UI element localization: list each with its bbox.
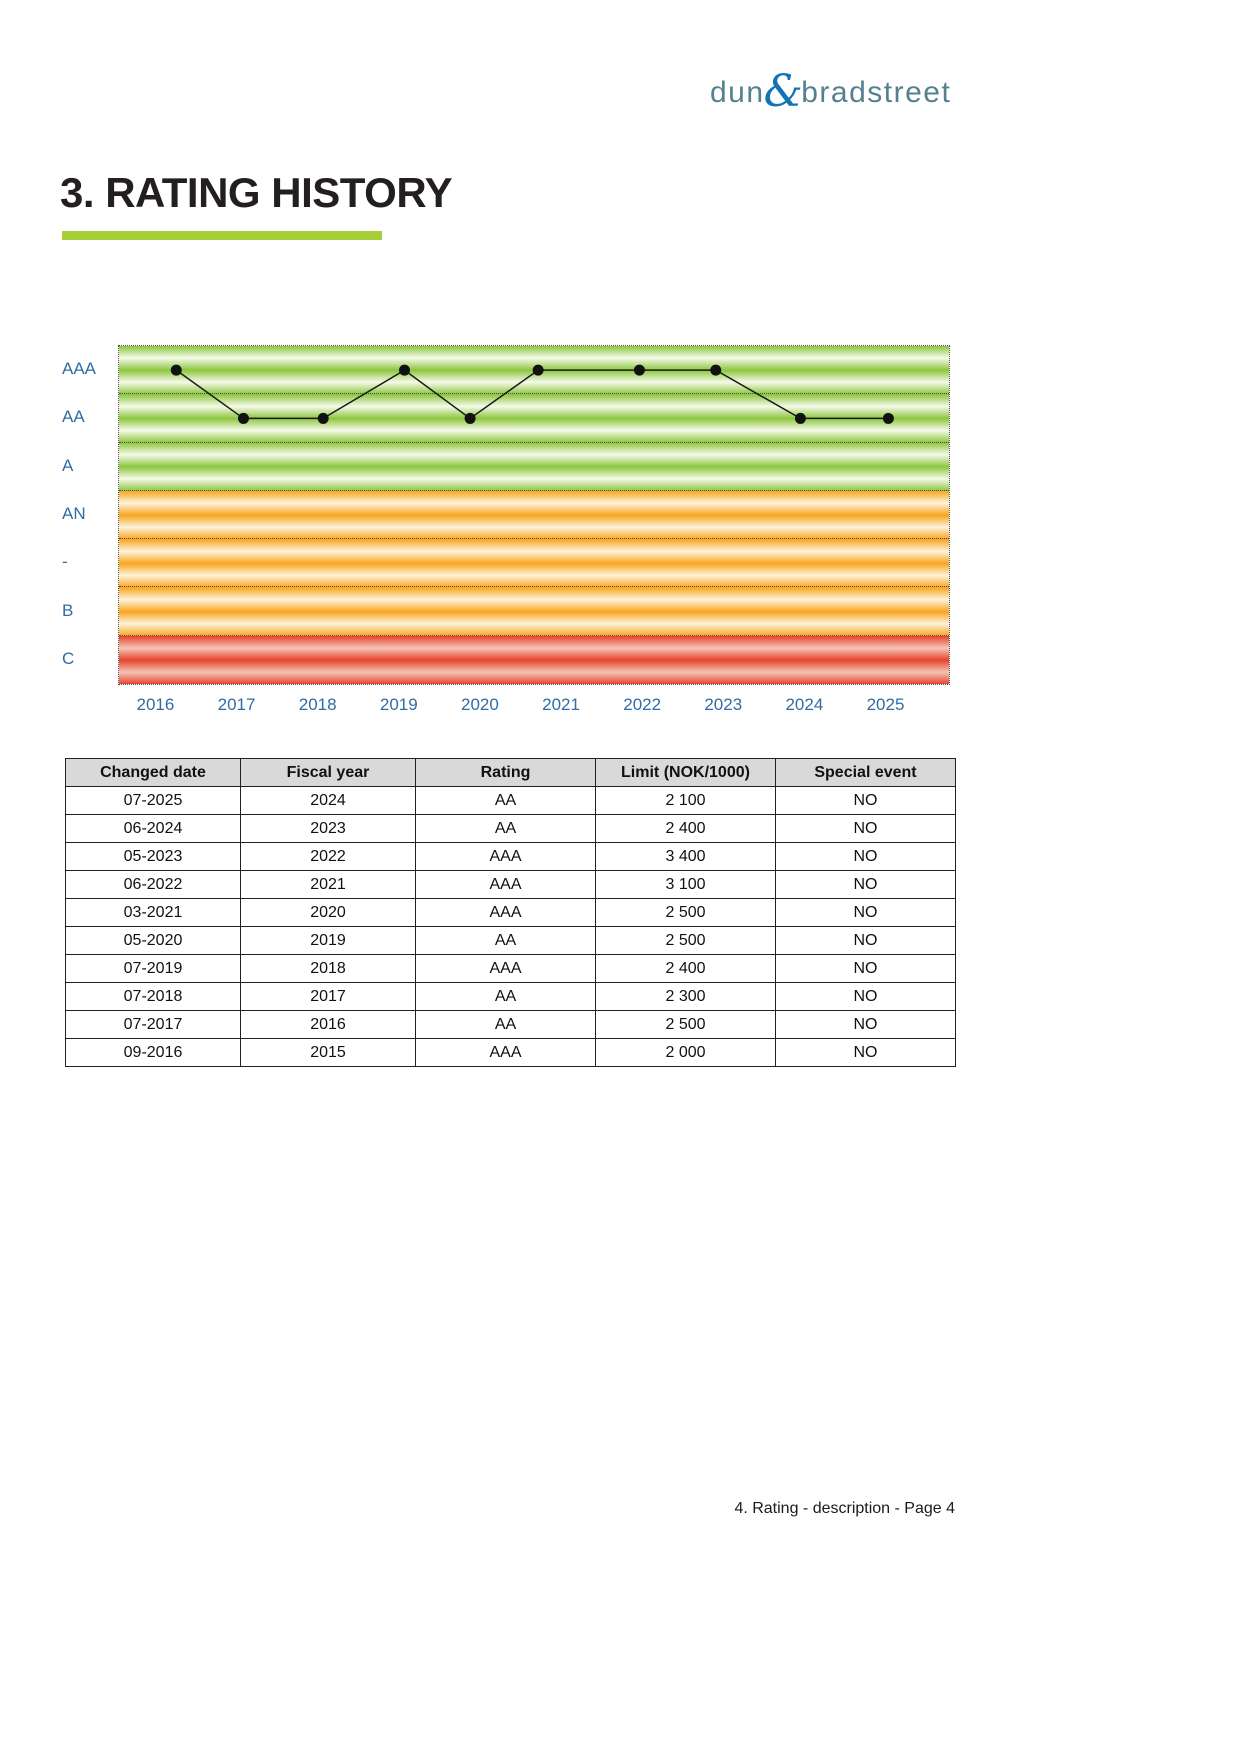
logo-dun-text: dun: [710, 76, 765, 109]
rating-point: [318, 413, 329, 424]
table-cell: NO: [776, 1039, 956, 1067]
table-cell: 05-2023: [66, 843, 241, 871]
table-cell: 05-2020: [66, 927, 241, 955]
header-limit: Limit (NOK/1000): [596, 759, 776, 787]
table-row: [66, 843, 956, 871]
table-cell: 2022: [241, 843, 416, 871]
x-axis-label: 2022: [623, 695, 662, 714]
table-cell: 2 400: [596, 815, 776, 843]
table-cell: AA: [416, 927, 596, 955]
chart-y-axis: [62, 345, 114, 685]
header-fiscal-year: Fiscal year: [241, 759, 416, 787]
table-cell: 2 400: [596, 955, 776, 983]
table-cell: 09-2016: [66, 1039, 241, 1067]
rating-chart-plot: [118, 345, 950, 685]
table-row: [66, 1011, 956, 1039]
table-cell: 2023: [241, 815, 416, 843]
x-axis-label: 2017: [217, 695, 256, 714]
x-axis-label: 2018: [298, 695, 337, 714]
y-axis-label: AA: [62, 407, 85, 427]
table-row: [66, 815, 956, 843]
table-cell: NO: [776, 815, 956, 843]
table-cell: 2 500: [596, 927, 776, 955]
x-axis-label: 2019: [379, 695, 418, 714]
table-row: [66, 899, 956, 927]
table-row: [66, 927, 956, 955]
table-row: [66, 955, 956, 983]
table-cell: NO: [776, 871, 956, 899]
table-cell: 07-2018: [66, 983, 241, 1011]
table-cell: 2 500: [596, 1011, 776, 1039]
x-axis-label: 2020: [460, 695, 499, 714]
rating-line-chart: [119, 346, 949, 684]
table-cell: AAA: [416, 843, 596, 871]
rating-point: [634, 365, 645, 376]
y-axis-label: A: [62, 455, 74, 475]
table-cell: 2021: [241, 871, 416, 899]
y-axis-label: AN: [62, 504, 86, 523]
y-axis-label: AAA: [62, 359, 97, 379]
table-cell: 07-2025: [66, 787, 241, 815]
rating-point: [399, 365, 410, 376]
table-cell: 07-2017: [66, 1011, 241, 1039]
rating-point: [533, 365, 544, 376]
table-cell: 2015: [241, 1039, 416, 1067]
y-axis-label: -: [62, 552, 68, 572]
y-axis-label: B: [62, 600, 74, 620]
x-axis-label: 2024: [785, 695, 824, 714]
table-cell: 2017: [241, 983, 416, 1011]
table-cell: AA: [416, 815, 596, 843]
table-cell: 2024: [241, 787, 416, 815]
table-cell: NO: [776, 983, 956, 1011]
rating-point: [238, 413, 249, 424]
rating-point: [795, 413, 806, 424]
table-cell: AAA: [416, 1039, 596, 1067]
table-cell: 3 400: [596, 843, 776, 871]
table-cell: AAA: [416, 899, 596, 927]
table-cell: AA: [416, 787, 596, 815]
table-cell: 3 100: [596, 871, 776, 899]
y-axis-label: C: [62, 648, 75, 668]
x-axis-label: 2023: [704, 695, 743, 714]
header-rating: Rating: [416, 759, 596, 787]
dun-bradstreet-logo: [710, 66, 960, 120]
table-header-row: [66, 759, 956, 787]
logo-ampersand-icon: &: [763, 66, 805, 117]
table-cell: 06-2022: [66, 871, 241, 899]
page-title: 3. RATING HISTORY: [60, 169, 453, 216]
table-cell: AA: [416, 1011, 596, 1039]
table-cell: 07-2019: [66, 955, 241, 983]
table-cell: NO: [776, 787, 956, 815]
x-axis-label: 2021: [542, 695, 580, 714]
table-cell: AAA: [416, 955, 596, 983]
table-cell: 03-2021: [66, 899, 241, 927]
rating-history-table: [65, 758, 956, 1067]
table-cell: NO: [776, 1011, 956, 1039]
x-axis-label: 2016: [136, 695, 175, 714]
table-cell: 06-2024: [66, 815, 241, 843]
chart-x-axis: [118, 695, 950, 719]
table-cell: AA: [416, 983, 596, 1011]
table-cell: 2 500: [596, 899, 776, 927]
header-special-event: Special event: [776, 759, 956, 787]
table-row: [66, 871, 956, 899]
table-cell: NO: [776, 955, 956, 983]
table-cell: NO: [776, 899, 956, 927]
table-cell: 2019: [241, 927, 416, 955]
header-changed-date: Changed date: [66, 759, 241, 787]
table-cell: AAA: [416, 871, 596, 899]
table-cell: 2 300: [596, 983, 776, 1011]
rating-point: [171, 365, 182, 376]
table-cell: 2 000: [596, 1039, 776, 1067]
rating-point: [465, 413, 476, 424]
logo-bradstreet-text: bradstreet: [801, 76, 952, 109]
rating-point: [710, 365, 721, 376]
title-underline: [62, 231, 382, 240]
x-axis-label: 2025: [866, 695, 905, 714]
table-cell: 2016: [241, 1011, 416, 1039]
table-cell: NO: [776, 927, 956, 955]
rating-point: [883, 413, 894, 424]
table-cell: 2020: [241, 899, 416, 927]
table-cell: 2018: [241, 955, 416, 983]
table-row: [66, 983, 956, 1011]
table-row: [66, 1039, 956, 1067]
table-cell: NO: [776, 843, 956, 871]
table-body: [66, 787, 956, 1067]
table-cell: 2 100: [596, 787, 776, 815]
page-footer: 4. Rating - description - Page 4: [734, 1500, 955, 1517]
table-row: [66, 787, 956, 815]
